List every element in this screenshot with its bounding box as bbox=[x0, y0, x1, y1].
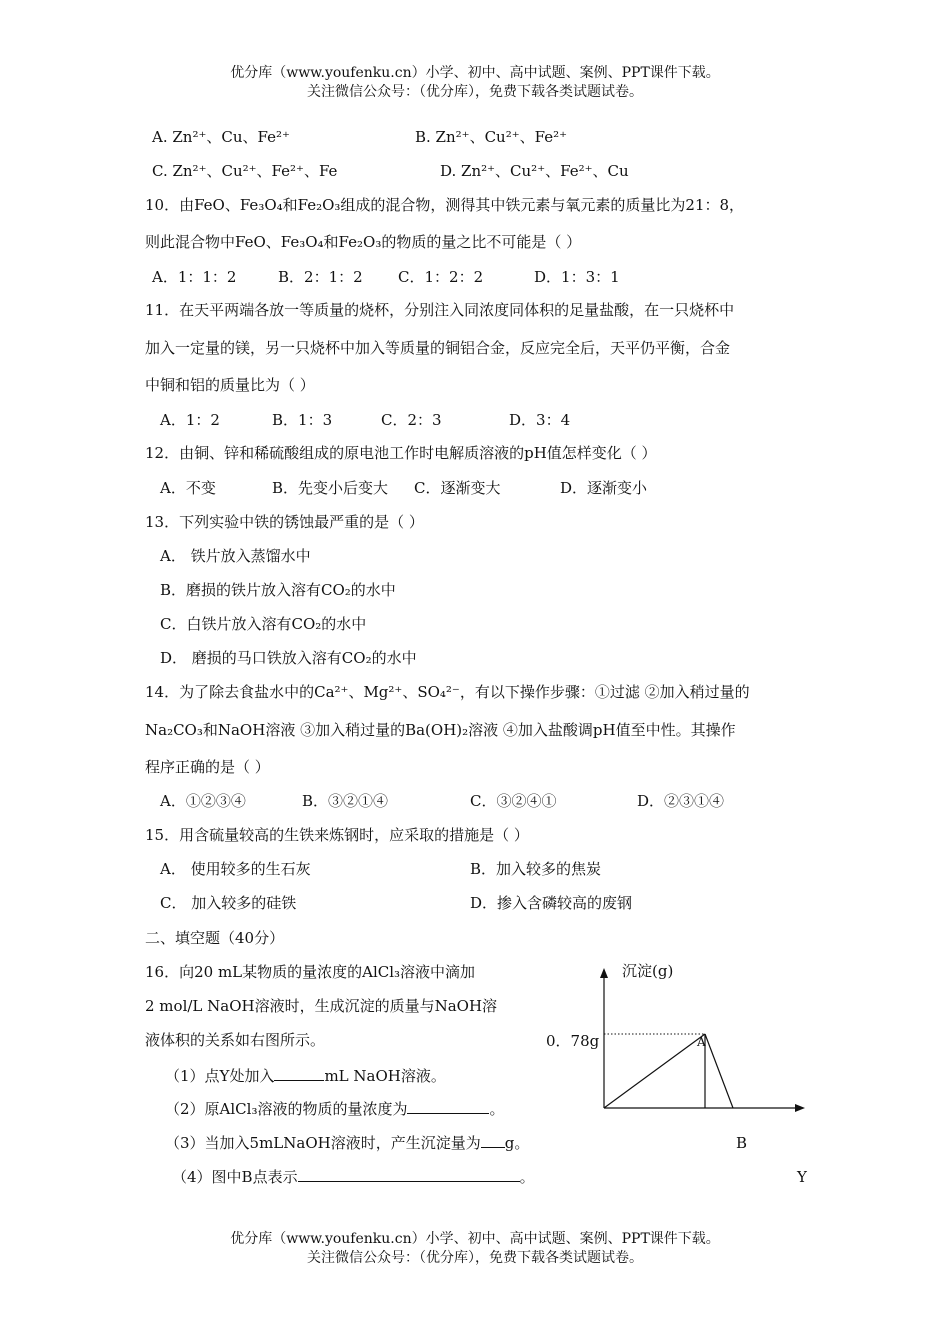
header-line-2: 关注微信公众号：（优分库），免费下载各类试题试卷。 bbox=[307, 84, 643, 100]
q10-option-d: D．1：3：1 bbox=[534, 268, 620, 286]
q11-stem-2: 加入一定量的镁，另一只烧杯中加入等质量的铜铝合金，反应完全后，天平仍平衡，合金 bbox=[145, 339, 731, 357]
q14-option-c: C．③②④① bbox=[470, 792, 557, 810]
q16-part-1-suffix: mL NaOH溶液。 bbox=[324, 1067, 446, 1085]
q14-stem-3: 程序正确的是（ ） bbox=[145, 758, 270, 776]
q16-part-4-prefix: （4）图中B点表示 bbox=[172, 1168, 298, 1186]
q10-option-a: A．1：1：2 bbox=[152, 268, 237, 286]
q12-stem: 12．由铜、锌和稀硫酸组成的原电池工作时电解质溶液的pH值怎样变化（ ） bbox=[145, 444, 657, 462]
q13-option-c: C．白铁片放入溶有CO₂的水中 bbox=[160, 615, 367, 633]
q16-part-4-suffix: 。 bbox=[519, 1168, 535, 1186]
q15-option-c: C． 加入较多的硅铁 bbox=[160, 894, 297, 912]
x-axis-arrow bbox=[795, 1104, 805, 1112]
q10-option-c: C．1：2：2 bbox=[398, 268, 484, 286]
q15-option-a: A． 使用较多的生石灰 bbox=[160, 860, 311, 878]
q12-option-a: A．不变 bbox=[160, 479, 216, 497]
q13-option-b: B．磨损的铁片放入溶有CO₂的水中 bbox=[160, 581, 396, 599]
q12-option-c: C．逐渐变大 bbox=[414, 479, 501, 497]
q16-stem-2: 2 mol/L NaOH溶液时，生成沉淀的质量与NaOH溶 bbox=[145, 997, 498, 1015]
q15-option-b: B．加入较多的焦炭 bbox=[470, 860, 602, 878]
q14-option-d: D．②③①④ bbox=[637, 792, 725, 810]
header-line-1: 优分库（www.youfenku.cn）小学、初中、高中试题、案例、PPT课件下载。 bbox=[230, 65, 720, 81]
footer-line-1: 优分库（www.youfenku.cn）小学、初中、高中试题、案例、PPT课件下载。 bbox=[230, 1231, 720, 1247]
q10-stem-2: 则此混合物中FeO、Fe₃O₄和Fe₂O₃的物质的量之比不可能是（ ） bbox=[145, 233, 582, 251]
q15-stem: 15．用含硫量较高的生铁来炼钢时，应采取的措施是（ ） bbox=[145, 826, 529, 844]
q9-option-b: B. Zn²⁺、Cu²⁺、Fe²⁺ bbox=[415, 128, 568, 146]
q13-option-d: D． 磨损的马口铁放入溶有CO₂的水中 bbox=[160, 649, 417, 667]
peak-label: A bbox=[697, 1035, 706, 1049]
q11-option-b: B．1：3 bbox=[272, 411, 333, 429]
q9-option-c: C. Zn²⁺、Cu²⁺、Fe²⁺、Fe bbox=[152, 162, 338, 180]
footer-line-2: 关注微信公众号：（优分库），免费下载各类试题试卷。 bbox=[307, 1250, 643, 1266]
q16-stem-1: 16．向20 mL某物质的量浓度的AlCl₃溶液中滴加 bbox=[145, 963, 476, 981]
q14-stem-2: Na₂CO₃和NaOH溶液 ③加入稍过量的Ba(OH)₂溶液 ④加入盐酸调pH值至中性。其操作 bbox=[145, 721, 736, 739]
series-line-falling bbox=[705, 1034, 733, 1108]
series-line-rising bbox=[604, 1034, 705, 1108]
q14-stem-1: 14．为了除去食盐水中的Ca²⁺、Mg²⁺、SO₄²⁻，有以下操作步骤：①过滤 ②加入稍过量的 bbox=[145, 683, 750, 701]
chart-layer bbox=[546, 962, 808, 1186]
q11-option-c: C．2：3 bbox=[381, 411, 442, 429]
q11-option-d: D．3：4 bbox=[509, 411, 571, 429]
y-tick-label: 0．78g bbox=[546, 1032, 600, 1050]
q10-option-b: B．2：1：2 bbox=[278, 268, 363, 286]
q16-part-3-prefix: （3）当加入5mLNaOH溶液时，产生沉淀量为 bbox=[165, 1134, 481, 1152]
q11-option-a: A．1：2 bbox=[160, 411, 220, 429]
q16-stem-3: 液体积的关系如右图所示。 bbox=[145, 1031, 326, 1049]
point-y-label: Y bbox=[797, 1168, 807, 1186]
q12-option-d: D．逐渐变小 bbox=[560, 479, 648, 497]
q14-option-b: B．③②①④ bbox=[302, 792, 389, 810]
section-title: 二、填空题（40分） bbox=[145, 929, 285, 947]
q13-option-a: A． 铁片放入蒸馏水中 bbox=[160, 547, 311, 565]
q10-stem-1: 10．由FeO、Fe₃O₄和Fe₂O₃组成的混合物，测得其中铁元素与氧元素的质量比为21：8， bbox=[145, 196, 745, 214]
y-axis-label: 沉淀(g) bbox=[622, 962, 674, 980]
q13-stem: 13．下列实验中铁的锈蚀最严重的是（ ） bbox=[145, 513, 424, 531]
q16-part-2-suffix: 。 bbox=[489, 1100, 505, 1118]
q14-option-a: A．①②③④ bbox=[160, 792, 246, 810]
y-axis-arrow bbox=[600, 968, 608, 978]
q12-option-b: B．先变小后变大 bbox=[272, 479, 389, 497]
q15-option-d: D．掺入含磷较高的废钢 bbox=[470, 894, 633, 912]
q16-part-1-prefix: （1）点Y处加入 bbox=[165, 1067, 275, 1085]
q9-option-a: A. Zn²⁺、Cu、Fe²⁺ bbox=[152, 128, 290, 146]
q9-option-d: D. Zn²⁺、Cu²⁺、Fe²⁺、Cu bbox=[440, 162, 629, 180]
q16-part-3-suffix: g。 bbox=[504, 1134, 530, 1152]
point-b-label: B bbox=[736, 1134, 748, 1152]
q16-part-2-prefix: （2）原AlCl₃溶液的物质的量浓度为 bbox=[165, 1100, 408, 1118]
q11-stem-3: 中铜和铝的质量比为（ ） bbox=[145, 376, 315, 394]
q11-stem-1: 11．在天平两端各放一等质量的烧杯，分别注入同浓度同体积的足量盐酸，在一只烧杯中 bbox=[145, 301, 735, 319]
